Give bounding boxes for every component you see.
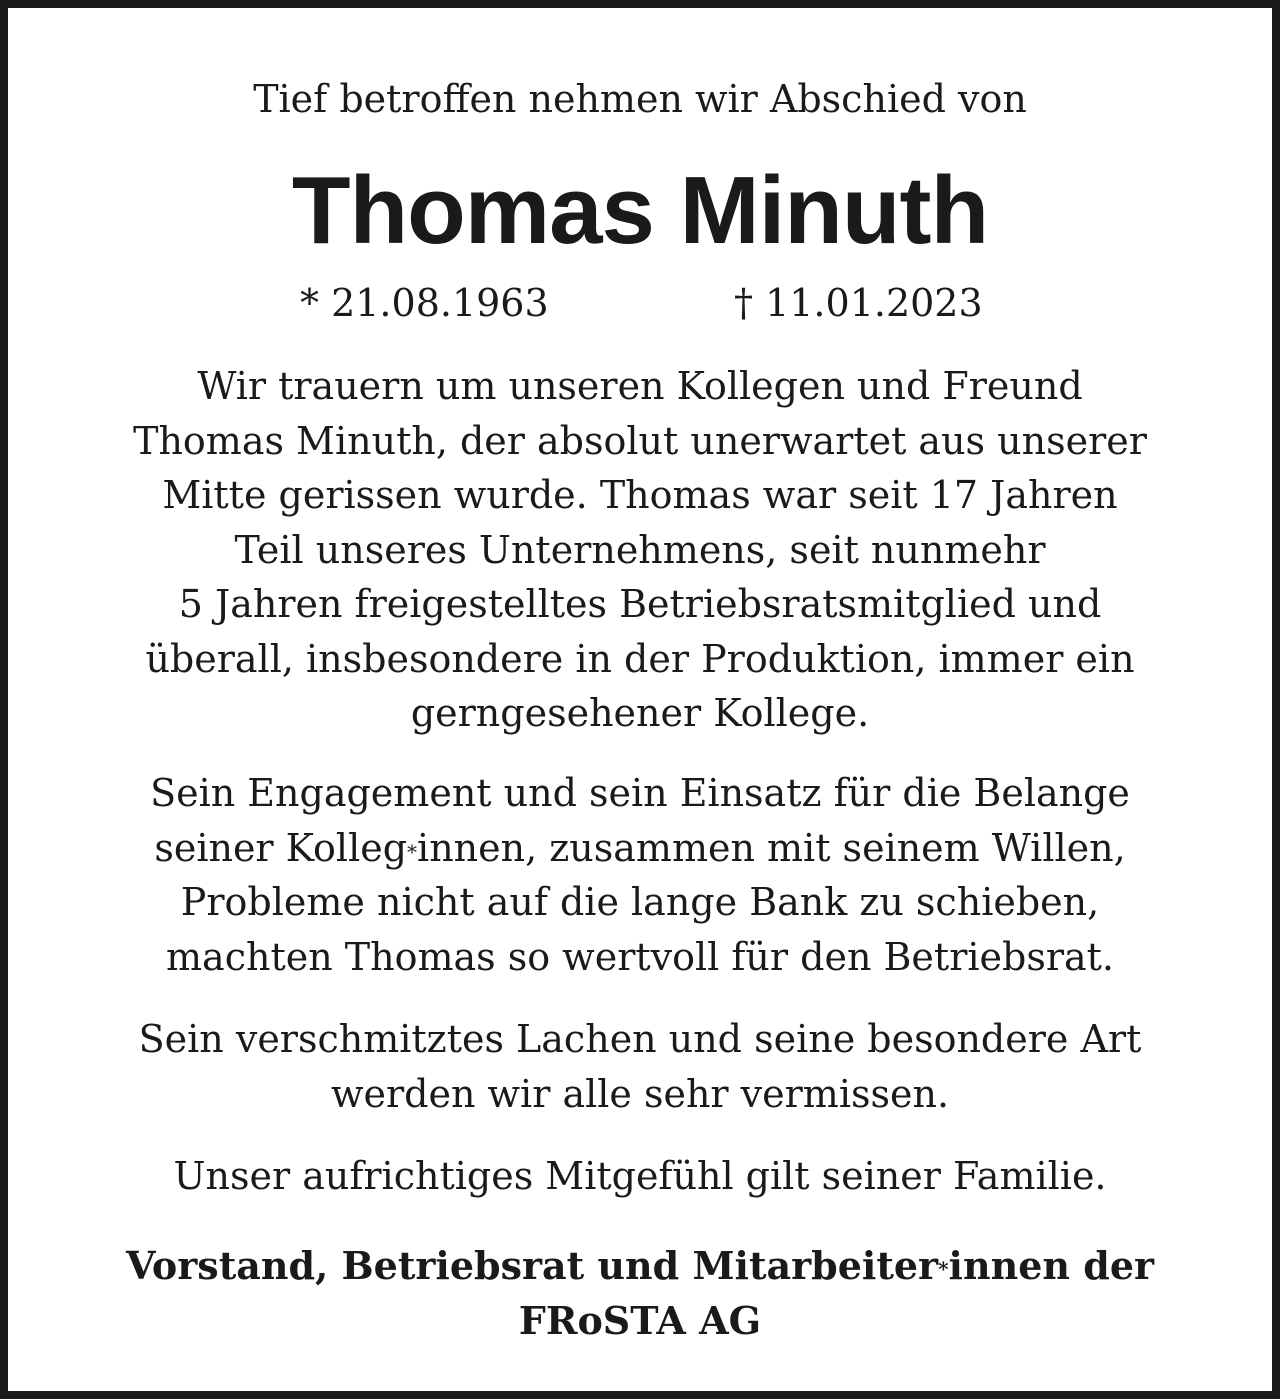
text-line: Teil unseres Unternehmens, seit nunmehr <box>234 527 1046 572</box>
text-line: überall, insbesondere in der Produktion, immer ein <box>145 636 1135 681</box>
intro-text: Tief betroffen nehmen wir Abschied von <box>253 77 1027 121</box>
death-date: † 11.01.2023 <box>734 281 983 325</box>
text-line: Sein Engagement und sein Einsatz für die Belange <box>150 771 1130 815</box>
text-line <box>48 821 1232 876</box>
condolence-line <box>48 1149 1232 1204</box>
gender-star: * <box>407 839 418 864</box>
signature-line <box>48 1238 1232 1293</box>
gender-star: * <box>938 1257 949 1281</box>
text-segment: Vorstand, Betriebsrat und Mitarbeiter <box>125 1243 939 1288</box>
text-segment: innen, zusammen mit seinem Willen, <box>417 825 1126 870</box>
text-line: werden wir alle sehr vermissen. <box>330 1071 950 1116</box>
text-segment: innen der <box>948 1243 1155 1288</box>
text-line: 5 Jahren freigestelltes Betriebsratsmitglied und <box>178 582 1102 626</box>
text-segment: seiner Kolleg <box>154 825 408 870</box>
text-line: gerngesehener Kollege. <box>410 691 870 735</box>
deceased-name: Thomas Minuth <box>291 157 989 264</box>
tribute-paragraph-2 <box>48 766 1232 984</box>
tribute-paragraph-3 <box>48 1012 1232 1121</box>
text-line: Sein verschmitztes Lachen und seine besondere Art <box>138 1017 1142 1061</box>
text-line: Mitte gerissen wurde. Thomas war seit 17 Jahren <box>162 473 1118 517</box>
text-line: machten Thomas so wertvoll für den Betriebsrat. <box>166 934 1114 979</box>
tribute-paragraph-1 <box>48 359 1232 741</box>
text-line: Probleme nicht auf die lange Bank zu schieben, <box>180 880 1100 924</box>
text-line: Thomas Minuth, der absolut unerwartet aus unserer <box>133 418 1147 463</box>
birth-date: * 21.08.1963 <box>300 281 549 325</box>
text-line: Unser aufrichtiges Mitgefühl gilt seiner Familie. <box>173 1154 1107 1198</box>
signature-block <box>48 1238 1232 1348</box>
company-name: FRoSTA AG <box>518 1298 762 1343</box>
text-line: Wir trauern um unseren Kollegen und Freund <box>197 364 1083 408</box>
